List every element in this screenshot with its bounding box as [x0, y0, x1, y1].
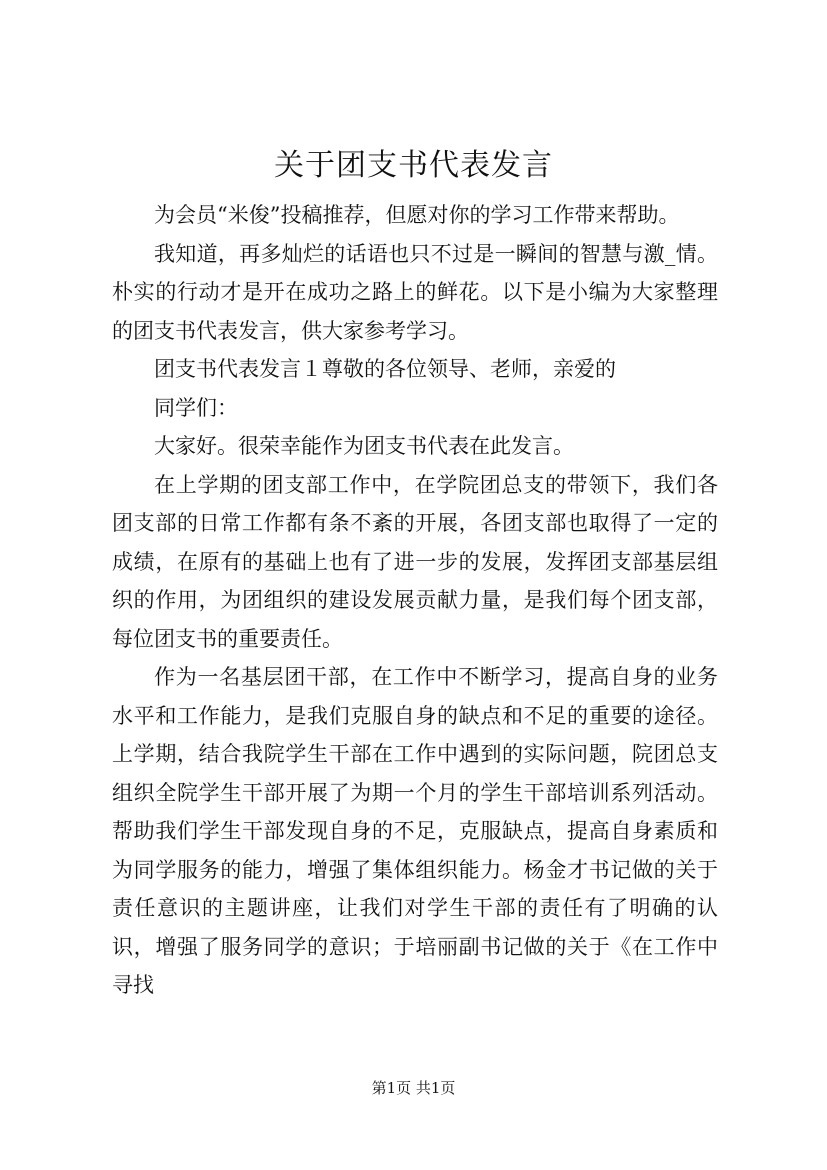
paragraph-speech-heading: 团支书代表发言１尊敬的各位领导、老师，亲爱的 [154, 357, 616, 381]
page-footer: 第1页 共1页 [371, 1079, 456, 1097]
paragraph-intro: 为会员“米俊”投稿推荐，但愿对你的学习工作带来帮助。 [154, 203, 680, 227]
document-body [112, 196, 718, 1005]
paragraph-work-summary: 在上学期的团支部工作中，在学院团总支的带领下，我们各团支部的日常工作都有条不紊的开展，各团支部也取得了一定的成绩，在原有的基础上也有了进一步的发展，发挥团支部基层组织的作用，为团组织的建设发展贡献力量，是我们每个团支部，每位团支书的重要责任。 [112, 472, 718, 651]
paragraph-salutation: 同学们： [154, 395, 238, 420]
paragraph-preface: 我知道，再多灿烂的话语也只不过是一瞬间的智慧与激_情。朴实的行动才是开在成功之路上的鲜花。以下是小编为大家整理的团支书代表发言，供大家参考学习。 [112, 241, 718, 343]
paragraph-greeting: 大家好。很荣幸能作为团支书代表在此发言。 [154, 434, 574, 458]
document-title: 关于团支书代表发言 [274, 148, 553, 183]
paragraph-training: 作为一名基层团干部，在工作中不断学习，提高自身的业务水平和工作能力，是我们克服自身的缺点和不足的重要的途径。上学期，结合我院学生干部在工作中遇到的实际问题，院团总支组织全院学生干部开展了为期一个月的学生干部培训系列活动。帮助我们学生干部发现自身的不足，克服缺点，提高自身素质和为同学服务的能力，增强了集体组织能力。杨金才书记做的关于责任意识的主题讲座，让我们对学生干部的责任有了明确的认识，增强了服务同学的意识；于培丽副书记做的关于《在工作中寻找 [112, 665, 718, 997]
